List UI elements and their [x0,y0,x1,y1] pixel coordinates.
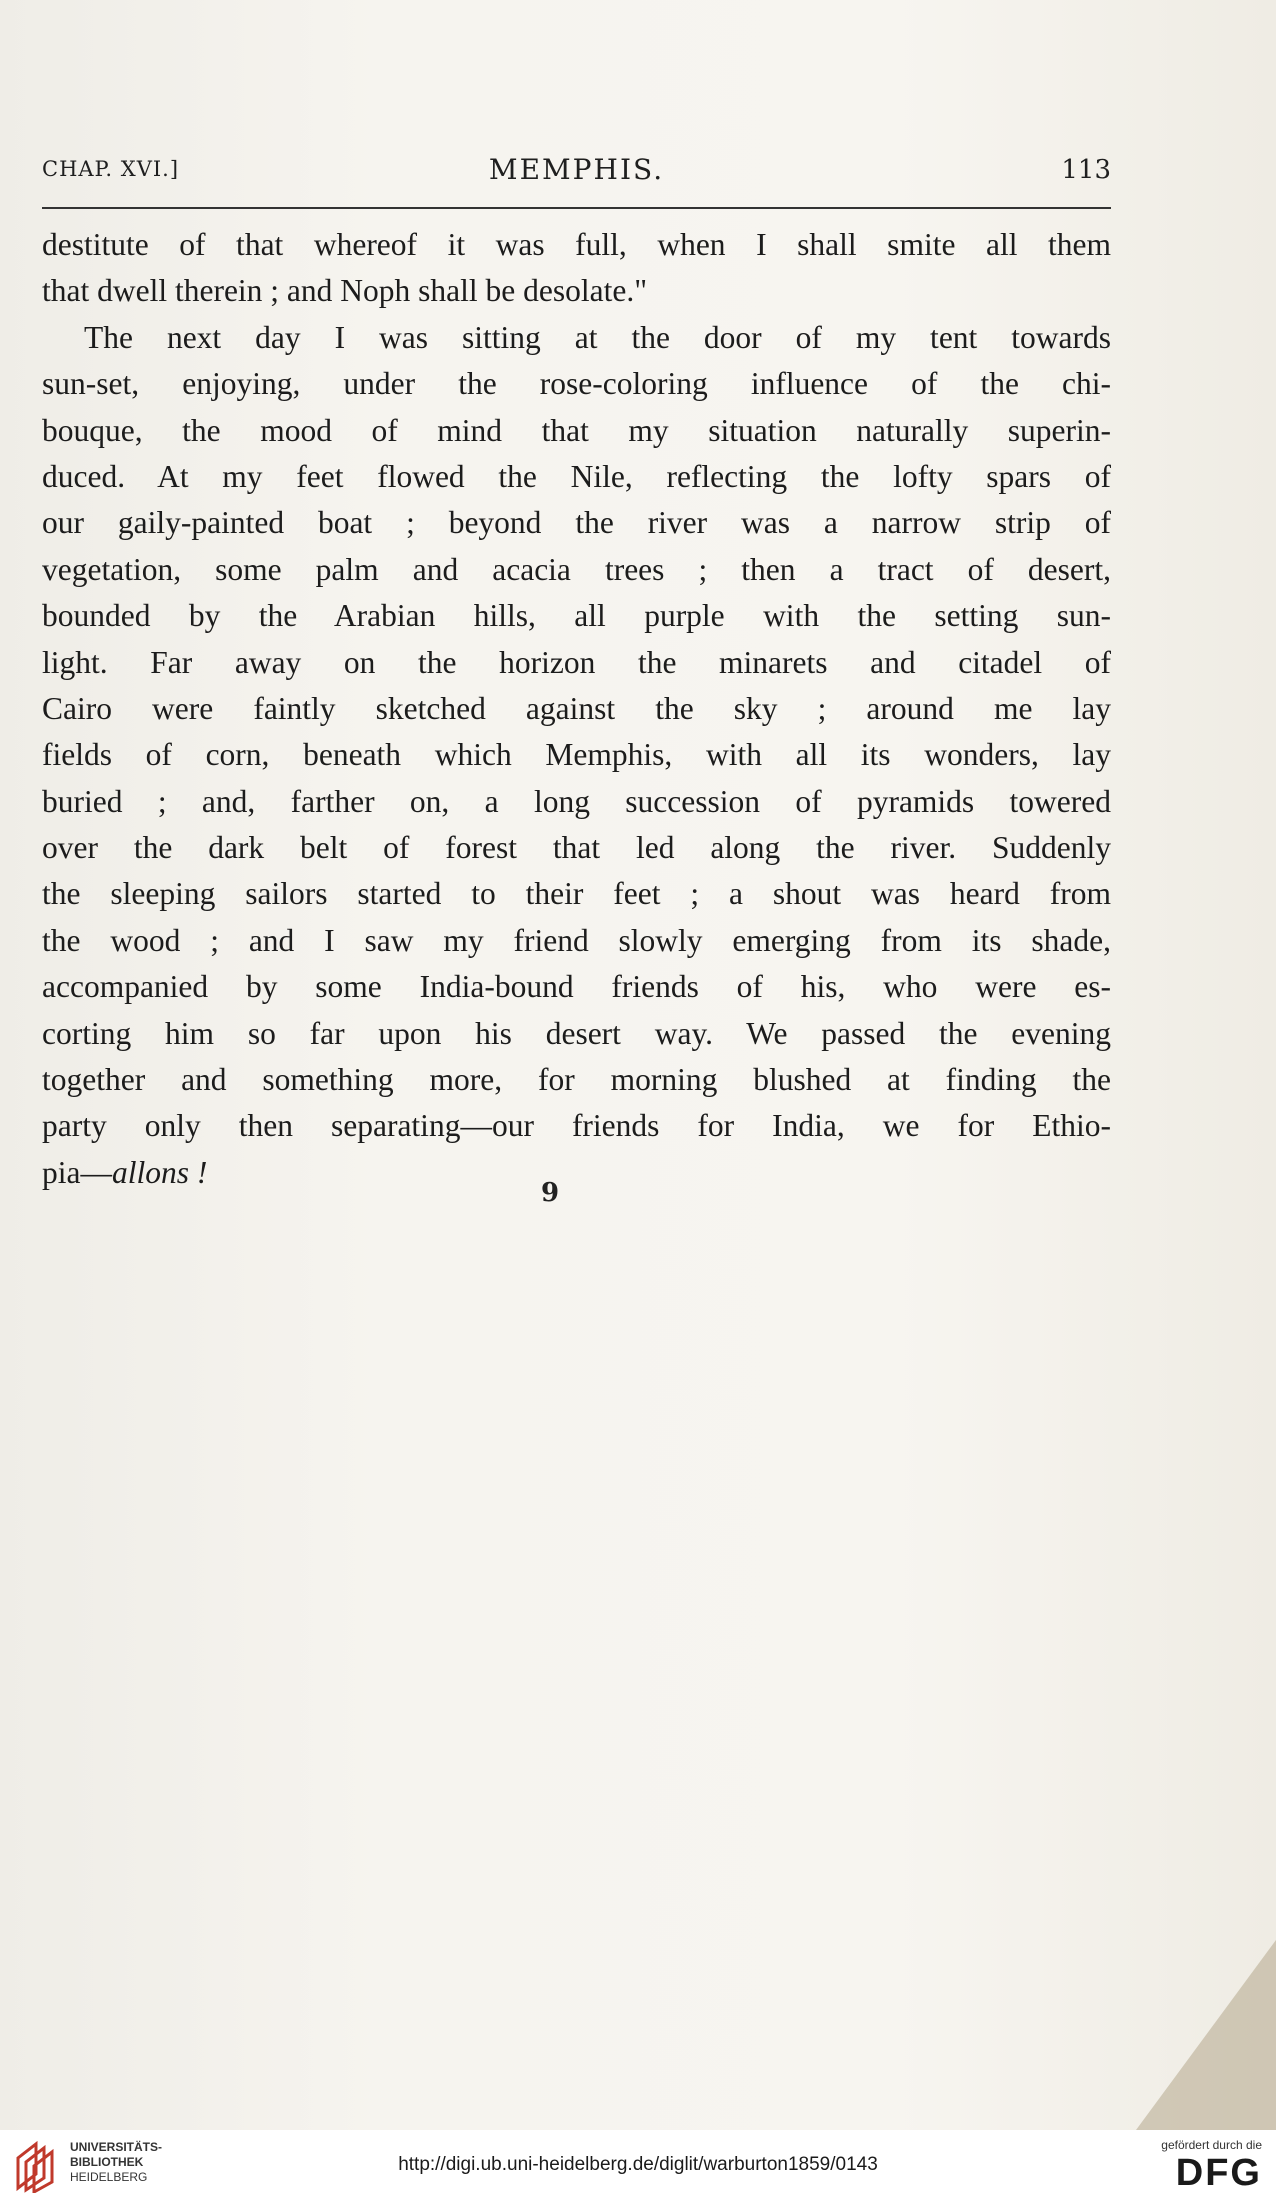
library-line-3: HEIDELBERG [70,2170,148,2184]
text-line: the wood ; and I saw my friend slowly emerging from its shade, [42,922,1111,958]
text-line: over the dark belt of forest that led along the river. Suddenly [42,830,1111,866]
chapter-label: CHAP. XVI.] [42,157,180,181]
running-head [42,153,1111,193]
text-line: fields of corn, beneath which Memphis, with all its wonders, lay [42,737,1111,773]
page-title: MEMPHIS. [488,153,665,186]
body-text [42,222,1111,1196]
text-line: accompanied by some India-bound friends of his, who were es- [42,969,1111,1005]
text-line: vegetation, some palm and acacia trees ; then a tract of desert, [42,551,1111,587]
dfg-logo: DFG [1175,2152,1262,2194]
text-line: The next day I was sitting at the door of my tent towards [84,319,1111,355]
source-url[interactable]: http://digi.ub.uni-heidelberg.de/diglit/warburton1859/0143 [398,2154,878,2175]
library-line-2: BIBLIOTHEK [70,2155,144,2169]
text-line: bouque, the mood of mind that my situation naturally superin- [42,412,1111,448]
footer-bar [0,2130,1276,2201]
text-line: that dwell therein ; and Noph shall be desolate." [42,273,648,309]
text-line: Cairo were faintly sketched against the sky ; around me lay [42,690,1111,726]
text-line: destitute of that whereof it was full, when I shall smite all them [42,227,1111,262]
text-line: party only then separating—our friends for India, we for Ethio- [42,1108,1111,1144]
text-line: corting him so far upon his desert way. We passed the evening [42,1015,1111,1051]
text-line: bounded by the Arabian hills, all purple with the setting sun- [42,598,1111,634]
italic-phrase: allons ! [111,1154,208,1190]
text-line: buried ; and, farther on, a long succession of pyramids towered [42,783,1111,819]
text-line: light. Far away on the horizon the minarets and citadel of [42,644,1111,680]
funded-by-label: gefördert durch die [1161,2138,1262,2152]
text-line: duced. At my feet flowed the Nile, reflecting the lofty spars of [42,458,1111,494]
library-line-1: UNIVERSITÄTS- [70,2140,163,2154]
header-rule [42,207,1111,209]
text-line: together and something more, for morning blushed at finding the [42,1062,1111,1098]
text-line: sun-set, enjoying, under the rose-coloring influence of the chi- [42,366,1111,402]
last-line-prefix: pia— [42,1154,112,1190]
signature-mark: 9 [540,1178,560,1208]
text-line: our gaily-painted boat ; beyond the river was a narrow strip of [42,505,1111,541]
page-number: 113 [1061,155,1111,185]
text-line: the sleeping sailors started to their feet ; a shout was heard from [42,876,1111,912]
